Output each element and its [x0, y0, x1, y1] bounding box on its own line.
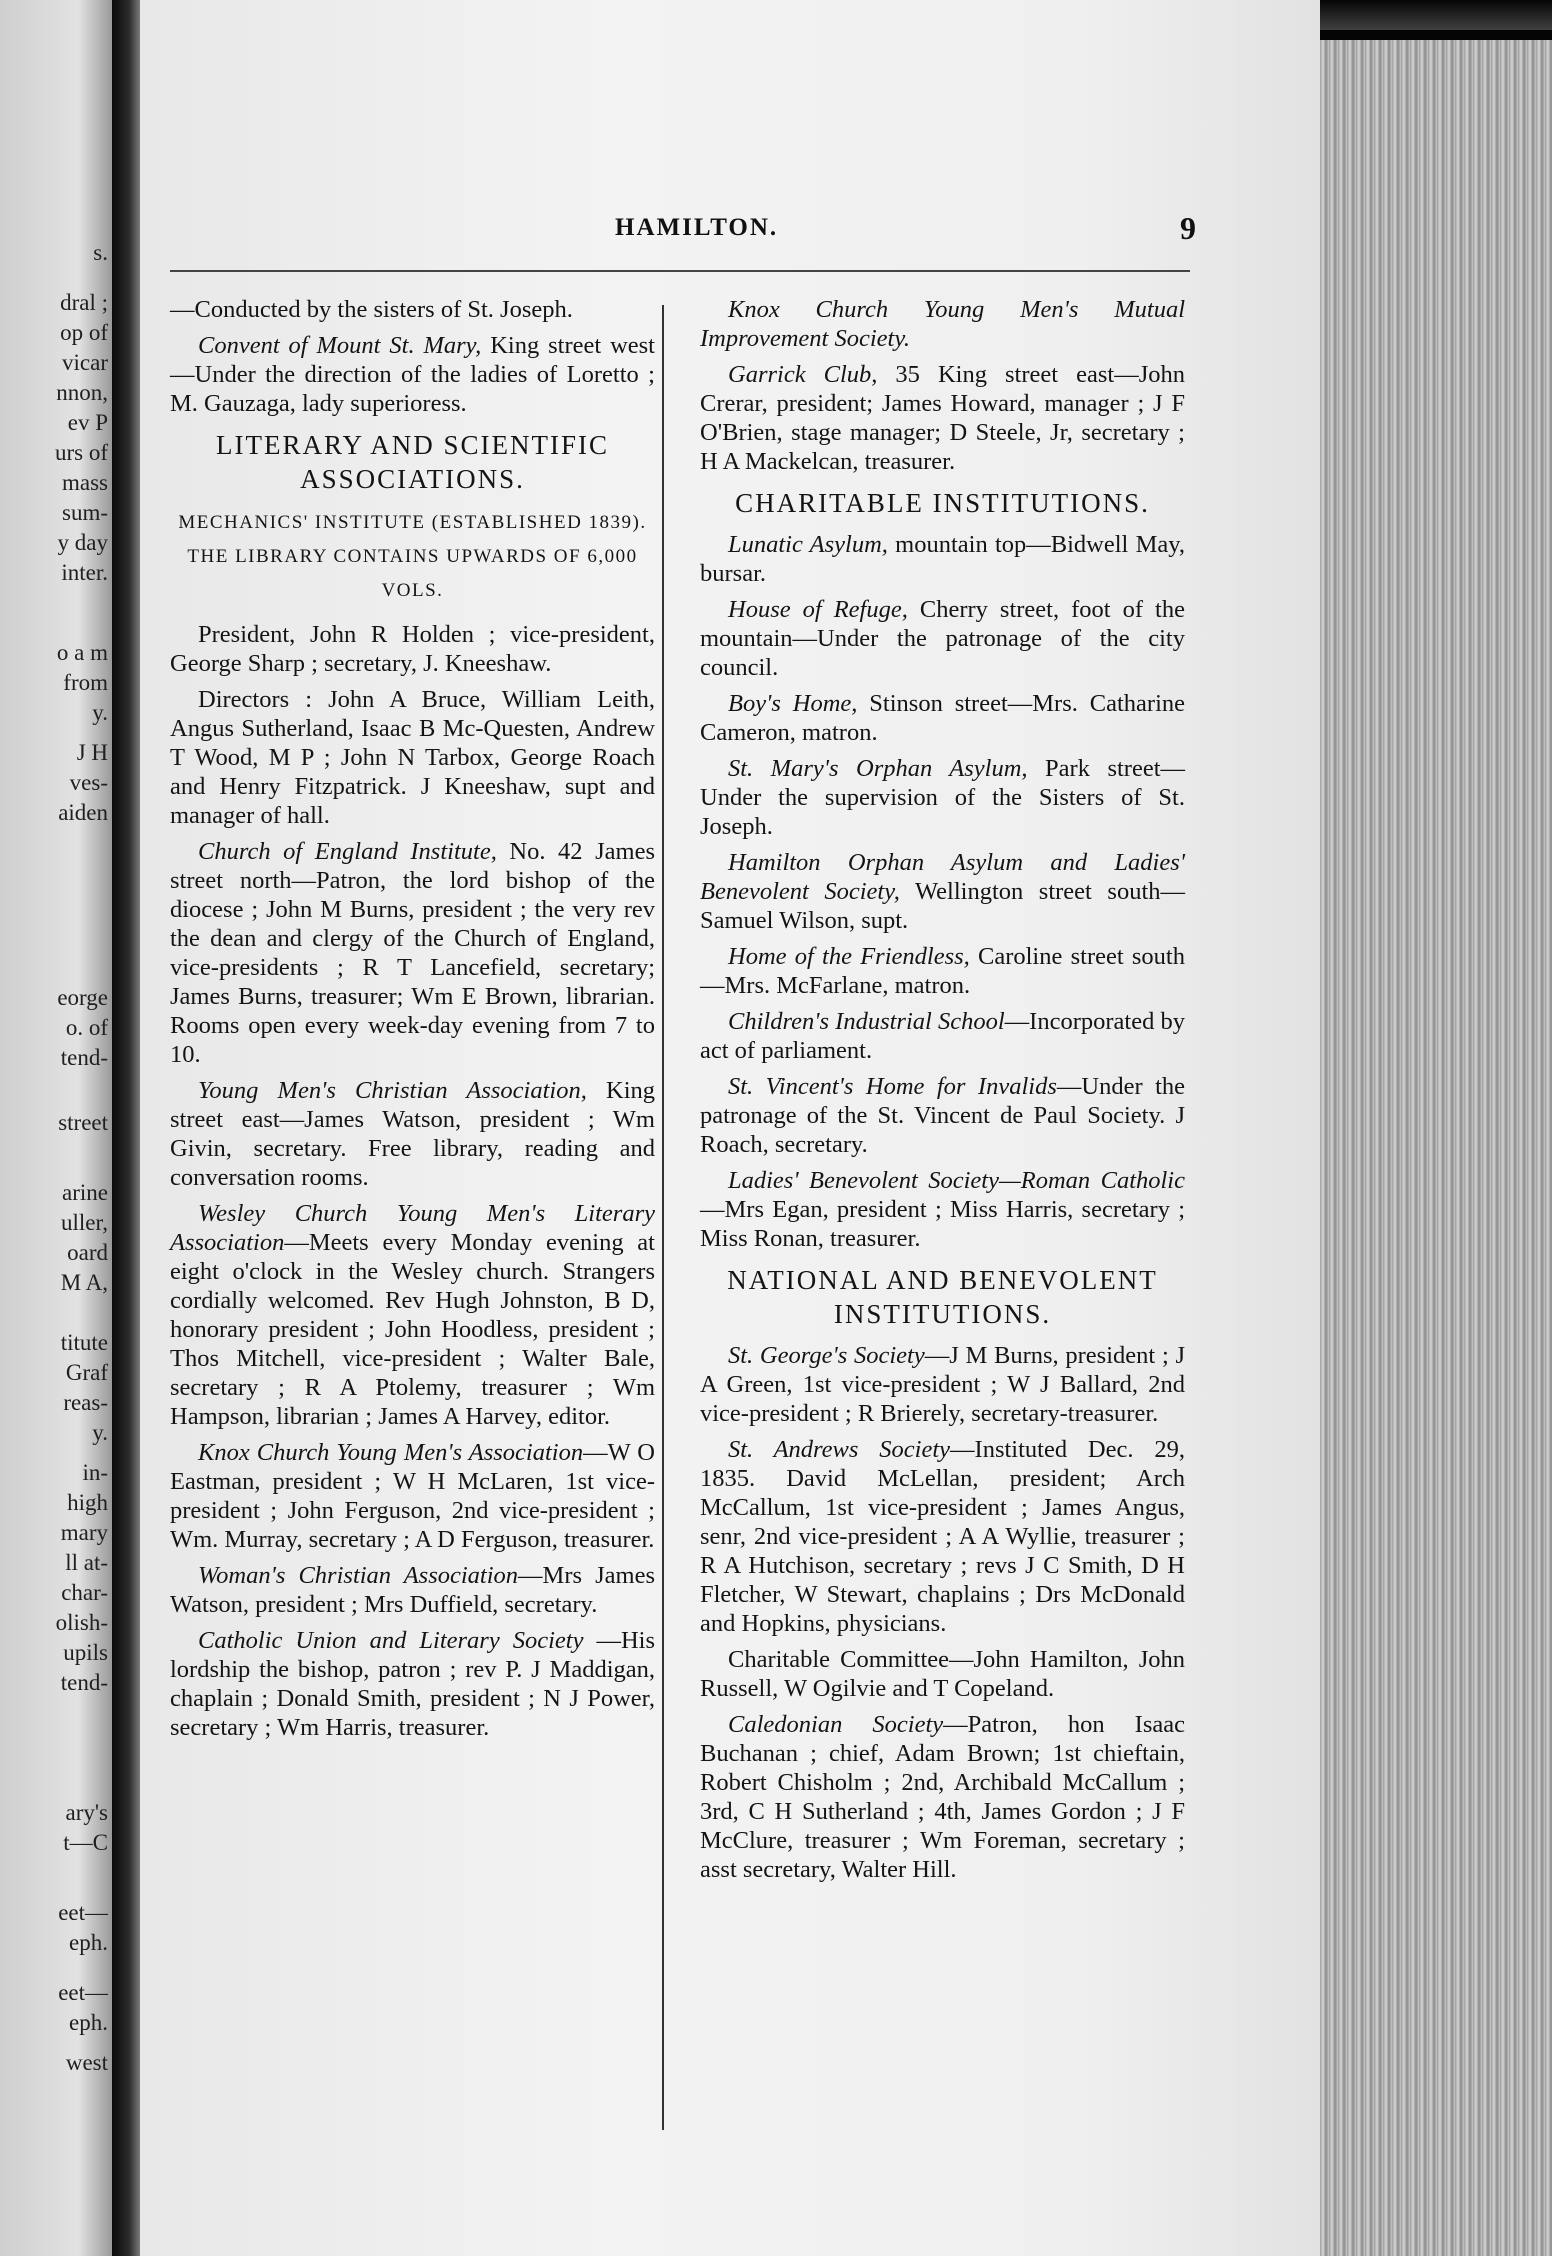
column-divider — [662, 305, 664, 2130]
margin-fragment: eet— — [58, 1900, 108, 1925]
section-heading: NATIONAL AND BENEVOLENT INSTITUTIONS. — [727, 1265, 1158, 1329]
entry-text: —Incorporated by act of parliament. — [700, 1008, 1186, 1064]
margin-fragment: ves- — [69, 770, 108, 795]
entry-text: —W O Eastman, president ; W H McLaren, 1st vice-president ; John Ferguson, 2nd vice-president ; Wm. Murray, secretary ; A D Ferguson, treasurer. — [170, 1439, 655, 1553]
entry-text: Stinson street—Mrs. Catharine Cameron, matron. — [700, 690, 1186, 746]
directory-entry — [700, 1435, 1185, 1638]
directory-entry — [700, 1166, 1185, 1253]
right-column — [700, 295, 1185, 1891]
directory-entry — [700, 595, 1185, 682]
margin-fragment: dral ; — [60, 290, 108, 315]
margin-fragment: ev P — [67, 410, 108, 435]
margin-fragment: M A, — [60, 1270, 108, 1295]
margin-fragment: olish- — [55, 1610, 108, 1635]
facing-page-edge — [0, 0, 112, 2256]
directory-paragraph: Directors : John A Bruce, William Leith, Angus Sutherland, Isaac B Mc-Questen, Andrew T Wood, M P ; John N Tarbox, George Roach and Henry Fitzpatrick. J Kneeshaw, supt and manager of hall. — [170, 686, 655, 829]
section-heading: CHARITABLE INSTITUTIONS. — [735, 488, 1150, 518]
entry-text: —Patron, hon Isaac Buchanan ; chief, Adam Brown; 1st chieftain, Robert Chisholm ; 2nd, Archibald McCallum ; 3rd, C H Sutherland ; 4th, James Gordon ; J F McClure, treasurer ; Wm Foreman, secretary ; asst secretary, Walter Hill. — [700, 1711, 1185, 1883]
margin-fragment: reas- — [63, 1390, 108, 1415]
entry-name: Woman's Christian Association — [198, 1562, 519, 1589]
entry-name: Knox Church Young Men's Association — [198, 1439, 584, 1466]
entry-name: Ladies' Benevolent Society—Roman Catholic — [728, 1167, 1185, 1194]
entry-text: Cherry street, foot of the mountain—Under the patronage of the city council. — [700, 596, 1185, 681]
entry-text: —Meets every Monday evening at eight o'clock in the Wesley church. Strangers cordially welcomed. Rev Hugh Johnston, B D, honorary president ; John Hoodless, president ; Thos Mitchell, vice-president ; Walter Bale, secretary ; R A Ptolemy, treasurer ; Wm Hampson, librarian ; James A Harvey, editor. — [170, 1229, 655, 1430]
entry-text: Park street—Under the supervision of the Sisters of St. Joseph. — [700, 755, 1185, 840]
entry-text: —Mrs James Watson, president ; Mrs Duffield, secretary. — [170, 1562, 655, 1618]
margin-fragment: nnon, — [56, 380, 108, 405]
margin-fragment: s. — [93, 240, 108, 265]
directory-entry — [170, 1561, 655, 1619]
directory-entry — [700, 1072, 1185, 1159]
entry-text: King street west—Under the direction of the ladies of Loretto ; M. Gauzaga, lady superioress. — [170, 332, 655, 417]
directory-entry — [700, 754, 1185, 841]
directory-entry — [700, 1007, 1185, 1065]
margin-fragment: o a m — [56, 640, 108, 665]
directory-entry — [170, 1199, 655, 1431]
margin-fragment: eph. — [69, 1930, 108, 1955]
directory-paragraph: —Conducted by the sisters of St. Joseph. — [170, 296, 573, 323]
margin-fragment: eet— — [58, 1980, 108, 2005]
margin-fragment: eorge — [57, 985, 108, 1010]
entry-text: —His lordship the bishop, patron ; rev P. J Maddigan, chaplain ; Donald Smith, president ; N J Power, secretary ; Wm Harris, treasurer. — [170, 1627, 655, 1741]
margin-fragment: in- — [82, 1460, 108, 1485]
margin-fragment: char- — [61, 1580, 108, 1605]
margin-fragment: Graf — [65, 1360, 108, 1385]
entry-name: Lunatic Asylum, — [728, 531, 888, 558]
left-column — [170, 295, 655, 1749]
margin-fragment: mary — [60, 1520, 108, 1545]
entry-name: Home of the Friendless, — [728, 943, 970, 970]
margin-fragment: sum- — [62, 500, 108, 525]
entry-text: —Mrs Egan, president ; Miss Harris, secretary ; Miss Ronan, treasurer. — [700, 1196, 1185, 1252]
entry-name: Garrick Club, — [728, 361, 878, 388]
section-subheading: MECHANICS' INSTITUTE (ESTABLISHED 1839). THE LIBRARY CONTAINS UPWARDS OF 6,000 VOLS. — [178, 512, 647, 601]
margin-fragment: y. — [92, 1420, 108, 1445]
entry-name: St. Vincent's Home for Invalids — [728, 1073, 1057, 1100]
margin-fragment: eph. — [69, 2010, 108, 2035]
entry-text: —Instituted Dec. 29, 1835. David McLellan, president; Arch McCallum, 1st vice-president ; James Angus, senr, 2nd vice-president ; A A Wyllie, treasurer ; R A Hutchison, secretary ; revs J C Smith, D H Fletcher, W Stewart, chaplains ; Drs McDonald and Hopkins, physicians. — [700, 1436, 1185, 1637]
margin-fragment: tend- — [60, 1670, 108, 1695]
entry-text: 35 King street east—John Crerar, president; James Howard, manager ; J F O'Brien, stage manager; D Steele, Jr, secretary ; H A Mackelcan, treasurer. — [700, 361, 1185, 475]
margin-fragment: from — [63, 670, 108, 695]
directory-entry — [170, 1438, 655, 1554]
entry-name: St. Mary's Orphan Asylum, — [728, 755, 1028, 782]
section-heading: LITERARY AND SCIENTIFIC ASSOCIATIONS. — [215, 430, 609, 494]
directory-paragraph: Charitable Committee—John Hamilton, John Russell, W Ogilvie and T Copeland. — [700, 1646, 1185, 1702]
entry-name: Boy's Home, — [728, 690, 858, 717]
margin-fragment: ll at- — [65, 1550, 108, 1575]
directory-entry — [700, 530, 1185, 588]
entry-name: Knox Church Young Men's Mutual Improvement Society. — [700, 296, 1185, 352]
margin-fragment: t—C — [63, 1830, 108, 1855]
margin-fragment: op of — [60, 320, 108, 345]
directory-entry — [170, 1076, 655, 1192]
entry-name: House of Refuge, — [728, 596, 908, 623]
margin-fragment: inter. — [61, 560, 108, 585]
entry-name: Hamilton Orphan Asylum and Ladies' Benevolent Society, — [700, 849, 1185, 905]
margin-fragment: y. — [92, 700, 108, 725]
margin-fragment: oard — [67, 1240, 108, 1265]
margin-fragment: street — [58, 1110, 108, 1135]
page-number: 9 — [1180, 210, 1196, 246]
directory-entry — [170, 1626, 655, 1742]
margin-fragment: tend- — [60, 1045, 108, 1070]
entry-name: Catholic Union and Literary Society — [198, 1627, 584, 1654]
directory-entry — [700, 848, 1185, 935]
margin-fragment: uller, — [61, 1210, 108, 1235]
directory-entry — [700, 295, 1185, 353]
entry-text: King street east—James Watson, president ; Wm Givin, secretary. Free library, reading and conversation rooms. — [170, 1077, 656, 1191]
entry-text: Wellington street south—Samuel Wilson, supt. — [700, 878, 1185, 934]
directory-entry — [700, 1710, 1185, 1884]
entry-text: mountain top—Bidwell May, bursar. — [700, 531, 1186, 587]
entry-name: Church of England Institute, — [198, 838, 497, 865]
entry-name: Young Men's Christian Association, — [198, 1077, 587, 1104]
entry-name: Convent of Mount St. Mary, — [198, 332, 482, 359]
margin-fragment: mass — [62, 470, 108, 495]
directory-entry — [170, 331, 655, 418]
margin-fragment: ary's — [65, 1800, 108, 1825]
directory-entry — [700, 1341, 1185, 1428]
entry-text: No. 42 James street north—Patron, the lord bishop of the diocese ; John M Burns, president ; the very rev the dean and clergy of the Church of England, vice-presidents ; R T Lancefield, secretary; James Burns, treasurer; Wm E Brown, librarian. Rooms open every week-day evening from 7 to 10. — [170, 838, 655, 1068]
entry-name: St. Andrews Society — [728, 1436, 951, 1463]
directory-entry — [700, 942, 1185, 1000]
page-stack-edge — [1320, 40, 1552, 2256]
running-title: HAMILTON. — [615, 214, 779, 241]
directory-entry — [170, 837, 655, 1069]
margin-fragment: o. of — [65, 1015, 108, 1040]
margin-fragment: high — [67, 1490, 108, 1515]
margin-fragment: urs of — [54, 440, 108, 465]
margin-fragment: west — [65, 2050, 108, 2075]
entry-name: St. George's Society — [728, 1342, 925, 1369]
directory-paragraph: President, John R Holden ; vice-president, George Sharp ; secretary, J. Kneeshaw. — [170, 621, 655, 677]
margin-fragment: J H — [76, 740, 108, 765]
margin-fragment: arine — [62, 1180, 108, 1205]
entry-text: —Under the patronage of the St. Vincent de Paul Society. J Roach, secretary. — [700, 1073, 1185, 1158]
entry-text: —J M Burns, president ; J A Green, 1st vice-president ; W J Ballard, 2nd vice-president ; R Brierely, secretary-treasurer. — [700, 1342, 1186, 1427]
entry-name: Caledonian Society — [728, 1711, 944, 1738]
directory-entry — [700, 360, 1185, 476]
entry-text: Caroline street south—Mrs. McFarlane, matron. — [700, 943, 1185, 999]
header-rule — [170, 270, 1190, 272]
margin-fragment: aiden — [58, 800, 108, 825]
directory-entry — [700, 689, 1185, 747]
margin-fragment: vicar — [62, 350, 108, 375]
entry-name: Children's Industrial School — [728, 1008, 1005, 1035]
entry-name: Wesley Church Young Men's Literary Association — [170, 1200, 655, 1256]
margin-fragment: y day — [57, 530, 108, 555]
book-gutter — [112, 0, 140, 2256]
margin-fragment: upils — [63, 1640, 108, 1665]
margin-fragment: titute — [60, 1330, 108, 1355]
